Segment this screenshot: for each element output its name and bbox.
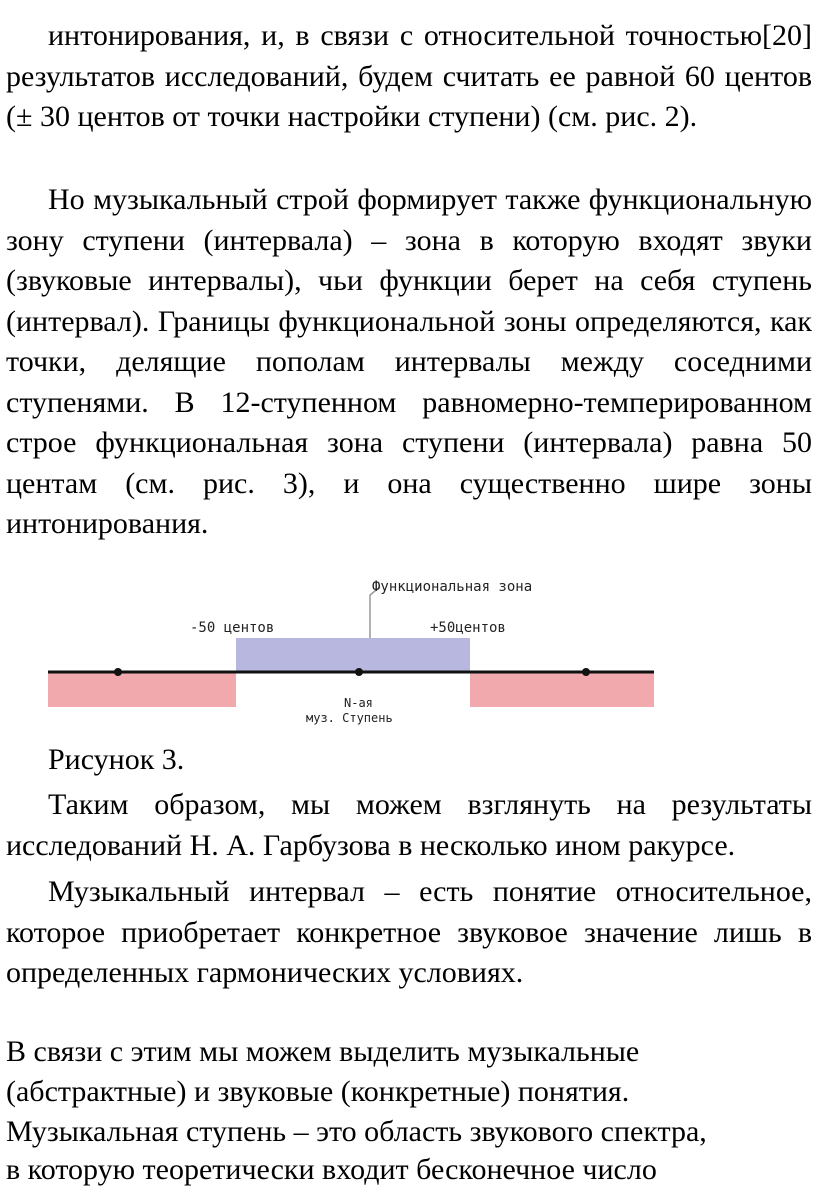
figure-3-diagram	[0, 565, 816, 735]
text-line-2: (абстрактные) и звуковые (конкретные) понятия.	[6, 1075, 630, 1108]
minus-50-label: -50 центов	[190, 620, 275, 636]
left-outer-zone	[48, 672, 236, 707]
paragraph-2: Но музыкальный строй формирует также функциональную зону ступени (интервала) – зона в которую входят звуки (звуковые интервалы), чьи функции берет на себя ступень (интервал). Границы функциональной зоны определяются, как точки, делящие пополам интервалы между соседними ступенями. В 12-ступенном равномерно-темперированном строе функциональная зона ступени (интервала) равна 50 центам (см. рис. 3), и она существенно шире зоны интонирования.	[6, 183, 812, 540]
text-line-1: В связи с этим мы можем выделить музыкальные	[6, 1035, 640, 1068]
paragraph-1: интонирования, и, в связи с относительной точностью[20] результатов исследований, будем считать ее равной 60 центов (± 30 центов от точки настройки ступени) (см. рис. 2).	[6, 19, 812, 133]
functional-zone-label: Функциональная зона	[372, 579, 533, 595]
right-outer-zone	[470, 672, 654, 707]
text-line-3: Музыкальная ступень – это область звукового спектра,	[6, 1115, 707, 1148]
paragraph-4: Музыкальный интервал – есть понятие относительное, которое приобретает конкретное звуковое значение лишь в определенных гармонических условиях.	[6, 875, 812, 989]
step-label-line-2: муз. Ступень	[306, 711, 393, 725]
step-dot-left	[114, 668, 122, 676]
functional-zone	[236, 638, 470, 672]
text-line-4: в которую теоретически входит бесконечное число	[6, 1153, 657, 1186]
plus-50-label: +50центов	[430, 620, 506, 636]
step-dot-center	[355, 668, 363, 676]
step-label-line-1: N-ая	[344, 696, 373, 710]
figure-caption: Рисунок 3.	[48, 743, 185, 776]
step-dot-right	[582, 668, 590, 676]
paragraph-3: Таким образом, мы можем взглянуть на результаты исследований Н. А. Гарбузова в несколько ином ракурсе.	[6, 788, 812, 862]
